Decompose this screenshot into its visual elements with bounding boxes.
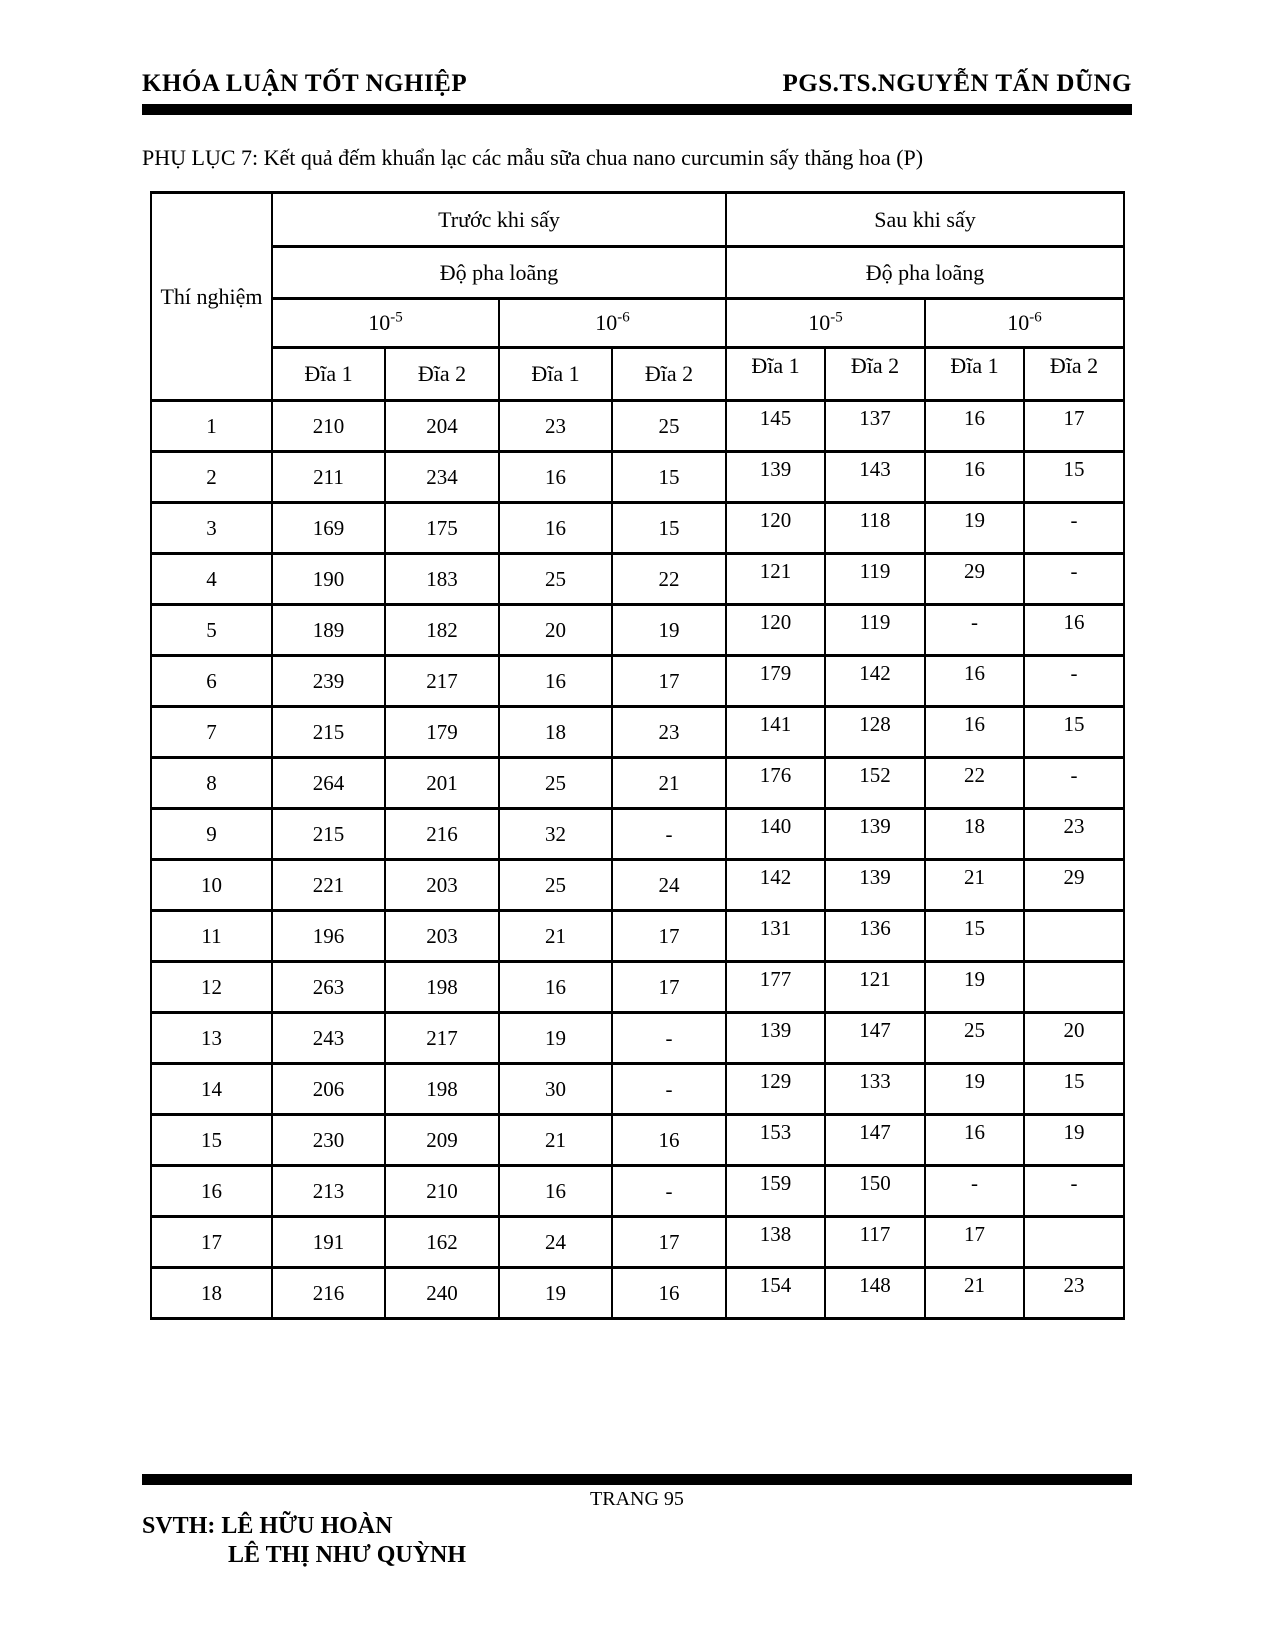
count-cell: 179	[726, 656, 825, 707]
count-cell: 147	[825, 1115, 925, 1166]
table-row	[151, 707, 1124, 758]
count-cell: 16	[499, 503, 612, 554]
count-cell: 142	[825, 656, 925, 707]
appendix-title: PHỤ LỤC 7: Kết quả đếm khuẩn lạc các mẫu sữa chua nano curcumin sấy thăng hoa (P)	[142, 145, 924, 170]
count-cell: 210	[385, 1166, 499, 1217]
table-row	[151, 1217, 1124, 1268]
plate-2-header: Đĩa 2	[612, 348, 726, 401]
dilution-base: 10	[808, 310, 831, 335]
experiment-number: 4	[151, 554, 272, 605]
count-cell: 17	[1024, 401, 1124, 452]
experiment-number: 9	[151, 809, 272, 860]
header-row-plates	[151, 348, 1124, 401]
count-cell: 23	[499, 401, 612, 452]
count-cell: 206	[272, 1064, 385, 1115]
count-cell: 16	[925, 452, 1024, 503]
count-cell: 201	[385, 758, 499, 809]
count-cell: 240	[385, 1268, 499, 1319]
count-cell: 24	[499, 1217, 612, 1268]
count-cell: 32	[499, 809, 612, 860]
count-cell: 21	[499, 911, 612, 962]
count-cell: -	[612, 1166, 726, 1217]
count-cell: -	[1024, 758, 1124, 809]
count-cell: 19	[925, 1064, 1024, 1115]
table-row	[151, 962, 1124, 1013]
header-left-title: KHÓA LUẬN TỐT NGHIỆP	[142, 70, 468, 97]
count-cell: 22	[925, 758, 1024, 809]
count-cell: 17	[612, 911, 726, 962]
dilution-base: 10	[1007, 310, 1030, 335]
count-cell: 215	[272, 809, 385, 860]
count-cell: 211	[272, 452, 385, 503]
count-cell: 239	[272, 656, 385, 707]
count-cell: 120	[726, 503, 825, 554]
experiment-number: 11	[151, 911, 272, 962]
count-cell: 17	[612, 656, 726, 707]
count-cell: 190	[272, 554, 385, 605]
col-group-before-drying: Trước khi sấy	[272, 193, 726, 247]
table-body	[151, 401, 1124, 1319]
count-cell: 203	[385, 860, 499, 911]
dilution-exponent: -5	[830, 309, 843, 326]
experiment-number: 17	[151, 1217, 272, 1268]
col-group-after-drying: Sau khi sấy	[726, 193, 1124, 247]
table-row	[151, 911, 1124, 962]
experiment-number: 3	[151, 503, 272, 554]
count-cell: 139	[825, 809, 925, 860]
student-name-2: LÊ THỊ NHƯ QUỲNH	[228, 1542, 467, 1568]
count-cell: 213	[272, 1166, 385, 1217]
count-cell: 137	[825, 401, 925, 452]
count-cell: 24	[612, 860, 726, 911]
dilution-label-after: Độ pha loãng	[726, 247, 1124, 299]
count-cell: 25	[499, 758, 612, 809]
count-cell: 175	[385, 503, 499, 554]
count-cell: 215	[272, 707, 385, 758]
count-cell: 17	[612, 1217, 726, 1268]
plate-1-header: Đĩa 1	[726, 348, 825, 401]
count-cell: 147	[825, 1013, 925, 1064]
experiment-number: 8	[151, 758, 272, 809]
count-cell: 16	[612, 1115, 726, 1166]
count-cell: 243	[272, 1013, 385, 1064]
count-cell: -	[1024, 503, 1124, 554]
count-cell: 15	[612, 452, 726, 503]
plate-2-header: Đĩa 2	[825, 348, 925, 401]
page-content	[142, 0, 1132, 1320]
table-row	[151, 1013, 1124, 1064]
count-cell: 15	[1024, 707, 1124, 758]
count-cell: 131	[726, 911, 825, 962]
dilution-before-1e5	[272, 299, 499, 348]
count-cell: 209	[385, 1115, 499, 1166]
count-cell: -	[612, 1064, 726, 1115]
count-cell: 152	[825, 758, 925, 809]
count-cell	[1024, 911, 1124, 962]
count-cell: 17	[925, 1217, 1024, 1268]
count-cell: 140	[726, 809, 825, 860]
count-cell: 16	[925, 707, 1024, 758]
count-cell: 203	[385, 911, 499, 962]
dilution-label-before: Độ pha loãng	[272, 247, 726, 299]
count-cell: 263	[272, 962, 385, 1013]
count-cell: 16	[499, 962, 612, 1013]
experiment-number: 5	[151, 605, 272, 656]
count-cell: 196	[272, 911, 385, 962]
count-cell: 142	[726, 860, 825, 911]
experiment-number: 6	[151, 656, 272, 707]
experiment-number: 12	[151, 962, 272, 1013]
count-cell: 234	[385, 452, 499, 503]
dilution-exponent: -5	[390, 309, 403, 326]
count-cell: 217	[385, 656, 499, 707]
dilution-base: 10	[595, 310, 618, 335]
table-row	[151, 1166, 1124, 1217]
count-cell: 159	[726, 1166, 825, 1217]
header-right-author: PGS.TS.NGUYỄN TẤN DŨNG	[782, 70, 1132, 97]
count-cell: 16	[499, 1166, 612, 1217]
count-cell: 25	[612, 401, 726, 452]
plate-1-header: Đĩa 1	[925, 348, 1024, 401]
count-cell	[1024, 1217, 1124, 1268]
count-cell: 264	[272, 758, 385, 809]
page-footer	[142, 1474, 1132, 1569]
count-cell: 16	[925, 401, 1024, 452]
count-cell: 210	[272, 401, 385, 452]
count-cell: 16	[499, 656, 612, 707]
count-cell: 20	[499, 605, 612, 656]
count-cell: 139	[726, 1013, 825, 1064]
count-cell: 204	[385, 401, 499, 452]
count-cell: 217	[385, 1013, 499, 1064]
experiment-number: 15	[151, 1115, 272, 1166]
count-cell: -	[925, 1166, 1024, 1217]
count-cell: 21	[499, 1115, 612, 1166]
count-cell: 179	[385, 707, 499, 758]
count-cell: 198	[385, 1064, 499, 1115]
count-cell: 16	[612, 1268, 726, 1319]
count-cell: 25	[499, 554, 612, 605]
count-cell: 15	[612, 503, 726, 554]
count-cell: 139	[825, 860, 925, 911]
count-cell: 29	[925, 554, 1024, 605]
count-cell: -	[612, 809, 726, 860]
count-cell: 21	[925, 860, 1024, 911]
table-header	[151, 193, 1124, 401]
count-cell: 19	[925, 962, 1024, 1013]
count-cell: 216	[385, 809, 499, 860]
table-row	[151, 554, 1124, 605]
count-cell: -	[925, 605, 1024, 656]
colony-count-table	[150, 191, 1125, 1320]
count-cell: 19	[612, 605, 726, 656]
count-cell: 216	[272, 1268, 385, 1319]
count-cell: 16	[499, 452, 612, 503]
col-header-experiment: Thí nghiệm	[151, 193, 272, 401]
page-header	[142, 0, 1132, 98]
count-cell: 18	[925, 809, 1024, 860]
dilution-base: 10	[368, 310, 391, 335]
count-cell: -	[1024, 1166, 1124, 1217]
count-cell: 150	[825, 1166, 925, 1217]
count-cell: 221	[272, 860, 385, 911]
count-cell: 133	[825, 1064, 925, 1115]
count-cell: 19	[925, 503, 1024, 554]
count-cell: 128	[825, 707, 925, 758]
experiment-number: 13	[151, 1013, 272, 1064]
experiment-number: 1	[151, 401, 272, 452]
count-cell: 25	[499, 860, 612, 911]
count-cell: 148	[825, 1268, 925, 1319]
count-cell: 15	[925, 911, 1024, 962]
count-cell: 117	[825, 1217, 925, 1268]
count-cell: 139	[726, 452, 825, 503]
count-cell: 15	[1024, 1064, 1124, 1115]
page-number: TRANG 95	[590, 1488, 684, 1510]
table-row	[151, 758, 1124, 809]
count-cell: 19	[1024, 1115, 1124, 1166]
table-row	[151, 1268, 1124, 1319]
count-cell: 169	[272, 503, 385, 554]
count-cell: 183	[385, 554, 499, 605]
count-cell: 119	[825, 554, 925, 605]
count-cell: 121	[825, 962, 925, 1013]
plate-1-header: Đĩa 1	[499, 348, 612, 401]
table-row	[151, 809, 1124, 860]
plate-2-header: Đĩa 2	[1024, 348, 1124, 401]
count-cell: 30	[499, 1064, 612, 1115]
count-cell: -	[1024, 656, 1124, 707]
count-cell: -	[612, 1013, 726, 1064]
count-cell: 16	[925, 656, 1024, 707]
count-cell: 29	[1024, 860, 1124, 911]
count-cell: 21	[612, 758, 726, 809]
count-cell: 176	[726, 758, 825, 809]
count-cell: -	[1024, 554, 1124, 605]
count-cell: 23	[1024, 1268, 1124, 1319]
count-cell: 23	[1024, 809, 1124, 860]
header-row-dilution-label	[151, 247, 1124, 299]
dilution-exponent: -6	[1029, 309, 1042, 326]
count-cell: 154	[726, 1268, 825, 1319]
count-cell: 15	[1024, 452, 1124, 503]
experiment-number: 7	[151, 707, 272, 758]
count-cell: 177	[726, 962, 825, 1013]
count-cell: 19	[499, 1268, 612, 1319]
count-cell: 153	[726, 1115, 825, 1166]
header-rule	[142, 104, 1132, 115]
count-cell: 141	[726, 707, 825, 758]
dilution-before-1e6	[499, 299, 726, 348]
experiment-number: 2	[151, 452, 272, 503]
experiment-number: 18	[151, 1268, 272, 1319]
count-cell: 182	[385, 605, 499, 656]
count-cell: 120	[726, 605, 825, 656]
count-cell: 129	[726, 1064, 825, 1115]
footer-rule	[142, 1474, 1132, 1485]
table-row	[151, 860, 1124, 911]
count-cell: 121	[726, 554, 825, 605]
dilution-after-1e6	[925, 299, 1124, 348]
count-cell: 191	[272, 1217, 385, 1268]
experiment-number: 14	[151, 1064, 272, 1115]
count-cell: 22	[612, 554, 726, 605]
plate-1-header: Đĩa 1	[272, 348, 385, 401]
dilution-exponent: -6	[617, 309, 630, 326]
count-cell: 143	[825, 452, 925, 503]
table-row	[151, 605, 1124, 656]
count-cell: 19	[499, 1013, 612, 1064]
count-cell: 136	[825, 911, 925, 962]
count-cell: 16	[1024, 605, 1124, 656]
plate-2-header: Đĩa 2	[385, 348, 499, 401]
header-row-dilution-values	[151, 299, 1124, 348]
count-cell: 138	[726, 1217, 825, 1268]
student-name-1: SVTH: LÊ HỮU HOÀN	[142, 1513, 393, 1539]
header-row-group	[151, 193, 1124, 247]
count-cell: 16	[925, 1115, 1024, 1166]
table-row	[151, 503, 1124, 554]
table-row	[151, 401, 1124, 452]
experiment-number: 10	[151, 860, 272, 911]
count-cell: 118	[825, 503, 925, 554]
table-row	[151, 1064, 1124, 1115]
count-cell: 18	[499, 707, 612, 758]
dilution-after-1e5	[726, 299, 925, 348]
experiment-number: 16	[151, 1166, 272, 1217]
count-cell: 189	[272, 605, 385, 656]
count-cell: 230	[272, 1115, 385, 1166]
table-row	[151, 452, 1124, 503]
count-cell: 17	[612, 962, 726, 1013]
count-cell: 23	[612, 707, 726, 758]
count-cell: 119	[825, 605, 925, 656]
count-cell: 162	[385, 1217, 499, 1268]
count-cell: 145	[726, 401, 825, 452]
count-cell: 20	[1024, 1013, 1124, 1064]
count-cell: 198	[385, 962, 499, 1013]
count-cell	[1024, 962, 1124, 1013]
table-row	[151, 656, 1124, 707]
table-row	[151, 1115, 1124, 1166]
count-cell: 25	[925, 1013, 1024, 1064]
count-cell: 21	[925, 1268, 1024, 1319]
